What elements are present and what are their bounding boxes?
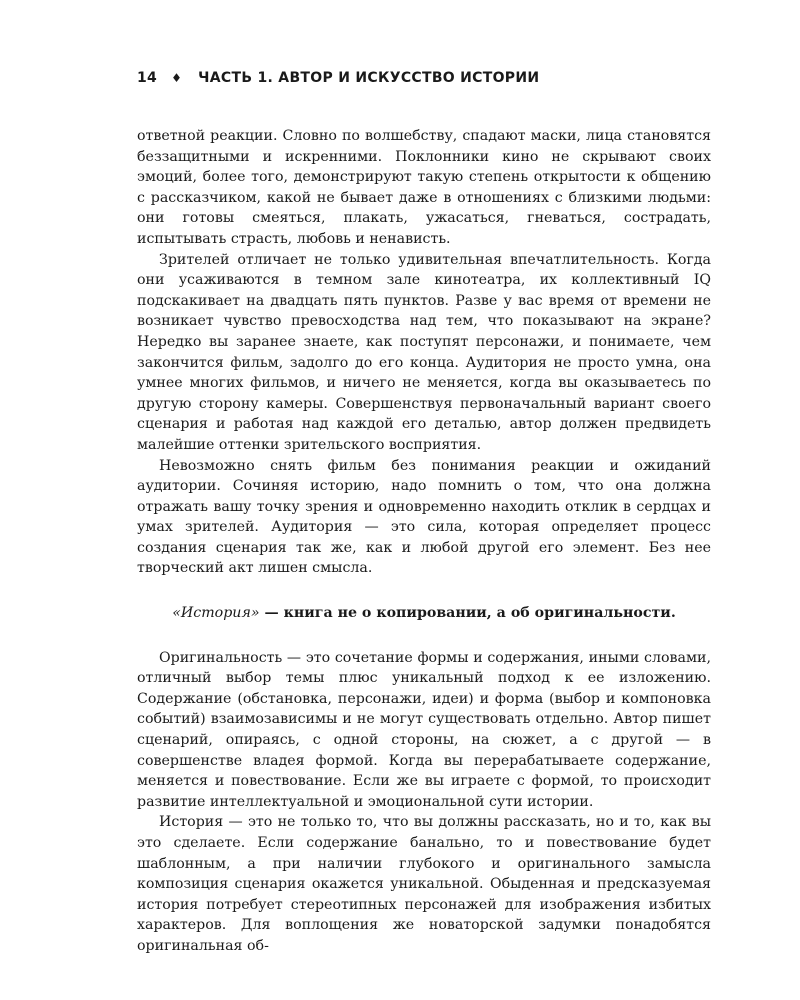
paragraph: ответной реакции. Словно по волшебству, спадают маски, лица становятся беззащитными и искренними. Поклонники кино не скрывают своих эмоций, более того, демонстрируют такую степень открытости к общению с рассказчиком, какой не бывает даже в отношениях с близкими людьми: они готовы смеяться, плакать, ужасаться, гневаться, сострадать, испытывать страсть, любовь и ненависть. — [137, 128, 711, 247]
section-heading-text: — книга не о копировании, а об оригинальности. — [259, 605, 676, 622]
paragraph: Оригинальность — это сочетание формы и содержания, иными словами, отличный выбор темы плюс уникальный подход к ее изложению. Содержание (обстановка, персонажи, идеи) и форма (выбор и компоновка событий) взаимозависимы и не могут существовать отдельно. Автор пишет сценарий, опираясь, с одной стороны, на сюжет, а с другой — в совершенстве владея формой. Когда вы перерабатываете содержание, меняется и повествование. Если же вы играете с формой, то происходит развитие интеллектуальной и эмоциональной сути истории. — [137, 649, 711, 810]
page-body — [137, 126, 711, 957]
section-heading-book-title: «История» — [172, 605, 260, 622]
paragraph: Невозможно снять фильм без понимания реакции и ожиданий аудитории. Сочиняя историю, надо помнить о том, что она должна отражать вашу точку зрения и одновременно находить отклик в сердцах и умах зрителей. Аудитория — это сила, которая определяет процесс создания сценария так же, как и любой другой его элемент. Без нее творческий акт лишен смысла. — [137, 457, 711, 577]
paragraph: История — это не только то, что вы должны рассказать, но и то, как вы это сделаете. Если содержание банально, то и повествование будет шаблонным, а при наличии глубокого и оригинального замысла композиция сценария окажется уникальной. Обыденная и предсказуемая история потребует стереотипных персонажей для изображения избитых характеров. Для воплощения же новаторской задумки понадобятся оригинальная об- — [137, 814, 711, 954]
running-title: ЧАСТЬ 1. АВТОР И ИСКУССТВО ИСТОРИИ — [198, 70, 540, 86]
paragraph: Зрителей отличает не только удивительная впечатлительность. Когда они усаживаются в темном зале кинотеатра, их коллективный IQ подскакивает на двадцать пять пунктов. Разве у вас время от времени не возникает чувство превосходства над тем, что показывают на экране? Нередко вы заранее знаете, как поступят персонажи, и понимаете, чем закончится фильм, задолго до его конца. Аудитория не просто умна, она умнее многих фильмов, и ничего не меняется, когда вы оказываетесь по другую сторону камеры. Совершенствуя первоначальный вариант своего сценария и работая над каждой его деталью, автор должен предвидеть малейшие оттенки зрительского восприятия. — [137, 251, 711, 453]
diamond-separator-icon: ♦ — [171, 71, 183, 85]
section-heading — [137, 603, 711, 624]
running-header — [137, 70, 539, 86]
page-number: 14 — [137, 70, 158, 86]
